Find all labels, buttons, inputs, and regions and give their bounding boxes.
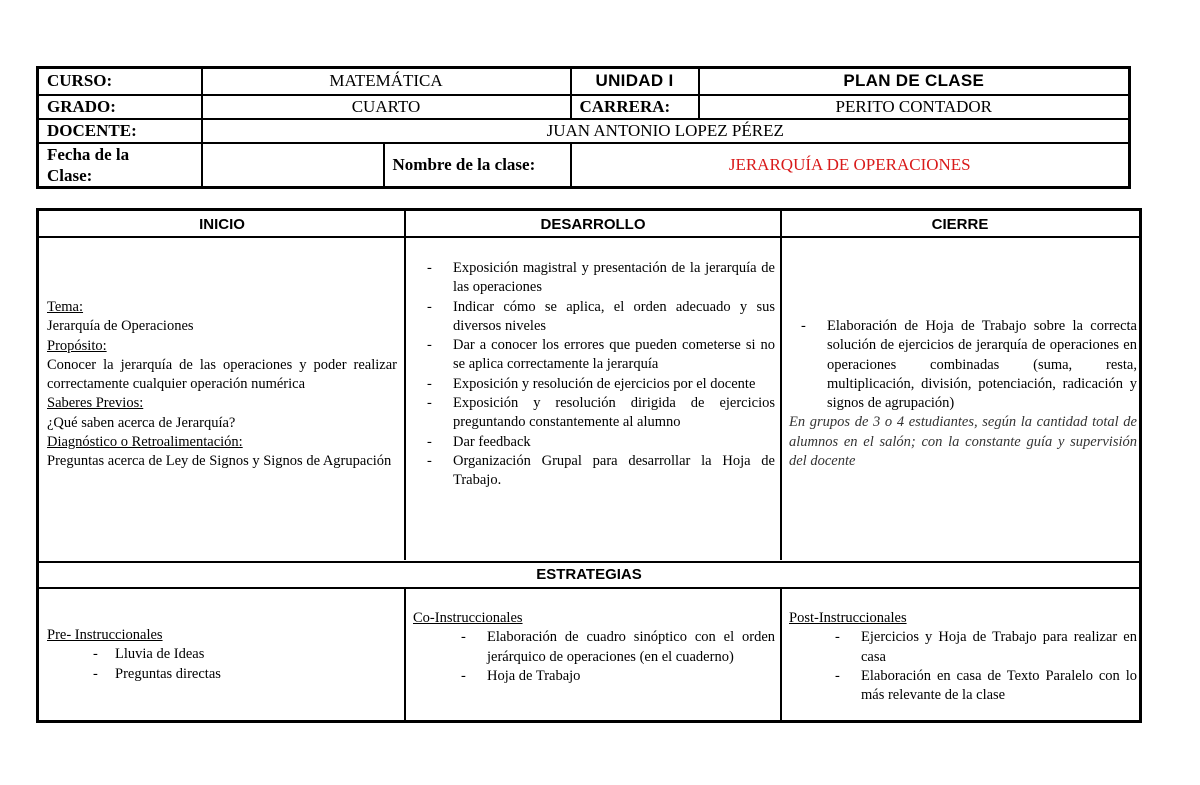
list-item: - Exposición y resolución de ejercicios por el docente <box>419 375 775 394</box>
list-item: - Elaboración en casa de Texto Paralelo con lo más relevante de la clase <box>827 667 1137 706</box>
divider <box>780 211 782 560</box>
diagnostico-label: Diagnóstico o Retroalimentación: <box>47 434 243 451</box>
divider <box>39 561 1139 563</box>
docente-label: DOCENTE: <box>38 119 202 143</box>
cierre-note: En grupos de 3 o 4 estudiantes, según la cantidad total de alumnos en el salón; con la constante guía y supervisión del docente <box>789 414 1137 470</box>
saberes-label: Saberes Previos: <box>47 395 144 412</box>
plan-table <box>36 208 1142 723</box>
divider <box>39 587 1139 589</box>
curso-label: CURSO: <box>38 68 202 95</box>
proposito-text: Conocer la jerarquía de las operaciones y poder realizar correctamente cualquier operación numérica <box>47 356 397 393</box>
post-instruccionales <box>789 609 1137 705</box>
inicio-content <box>47 298 397 472</box>
co-label: Co-Instruccionales <box>413 610 523 626</box>
cierre-list <box>789 317 1137 413</box>
divider <box>404 587 406 720</box>
co-instruccionales <box>413 609 775 686</box>
tema-label: Tema: <box>47 299 84 315</box>
divider <box>404 211 406 560</box>
class-info-table <box>36 66 1131 189</box>
list-item: - Ejercicios y Hoja de Trabajo para realizar en casa <box>827 628 1137 667</box>
fecha-label-line2: Clase: <box>47 165 93 185</box>
inicio-header: INICIO <box>39 211 405 238</box>
list-item: - Elaboración de Hoja de Trabajo sobre la correcta solución de ejercicios de jerarquía de operaciones en operaciones combinadas (suma, resta, multiplicación, división, potenciación, radicación y signos de agrupación) <box>793 317 1137 413</box>
post-label: Post-Instruccionales <box>789 610 907 626</box>
grado-label: GRADO: <box>38 95 202 119</box>
list-item: - Elaboración de cuadro sinóptico con el orden jerárquico de operaciones (en el cuaderno) <box>453 628 775 667</box>
desarrollo-content <box>453 259 775 491</box>
desarrollo-header: DESARROLLO <box>405 211 781 238</box>
list-item: - Hoja de Trabajo <box>453 667 775 686</box>
pre-list <box>47 645 397 684</box>
curso-value: MATEMÁTICA <box>202 68 571 95</box>
list-item: - Organización Grupal para desarrollar la Hoja de Trabajo. <box>419 452 775 491</box>
list-item: - Exposición y resolución dirigida de ejercicios preguntando constantemente al alumno <box>419 394 775 433</box>
tema-text: Jerarquía de Operaciones <box>47 318 194 335</box>
divider <box>780 587 782 720</box>
list-item: - Dar feedback <box>419 433 775 452</box>
list-item: - Dar a conocer los errores que pueden cometerse si no se aplica correctamente la jerarquía <box>419 336 775 375</box>
docente-value: JUAN ANTONIO LOPEZ PÉREZ <box>202 119 1130 143</box>
unidad-label: UNIDAD I <box>571 68 699 95</box>
pre-label: Pre- Instruccionales <box>47 627 163 643</box>
pre-instruccionales <box>47 626 397 684</box>
fecha-label <box>38 143 202 188</box>
carrera-label: CARRERA: <box>571 95 699 119</box>
proposito-label: Propósito: <box>47 337 107 354</box>
estrategias-header: ESTRATEGIAS <box>536 566 642 583</box>
list-item: - Exposición magistral y presentación de la jerarquía de las operaciones <box>419 259 775 298</box>
post-list <box>789 628 1137 705</box>
list-item: - Preguntas directas <box>47 665 397 684</box>
fecha-value <box>202 143 384 188</box>
list-item: - Indicar cómo se aplica, el orden adecuado y sus diversos niveles <box>419 298 775 337</box>
diagnostico-text: Preguntas acerca de Ley de Signos y Signos de Agrupación <box>47 453 392 470</box>
co-list <box>413 628 775 686</box>
fecha-label-line1: Fecha de la <box>47 144 130 164</box>
plan-title: PLAN DE CLASE <box>699 68 1130 95</box>
cierre-header: CIERRE <box>781 211 1139 238</box>
cierre-content <box>789 317 1137 471</box>
grado-value: CUARTO <box>202 95 571 119</box>
saberes-text: ¿Qué saben acerca de Jerarquía? <box>47 414 236 431</box>
desarrollo-list <box>419 259 775 491</box>
list-item: - Lluvia de Ideas <box>47 645 397 664</box>
carrera-value: PERITO CONTADOR <box>699 95 1130 119</box>
nombre-clase-value: JERARQUÍA DE OPERACIONES <box>571 143 1130 188</box>
nombre-clase-label: Nombre de la clase: <box>384 143 571 188</box>
